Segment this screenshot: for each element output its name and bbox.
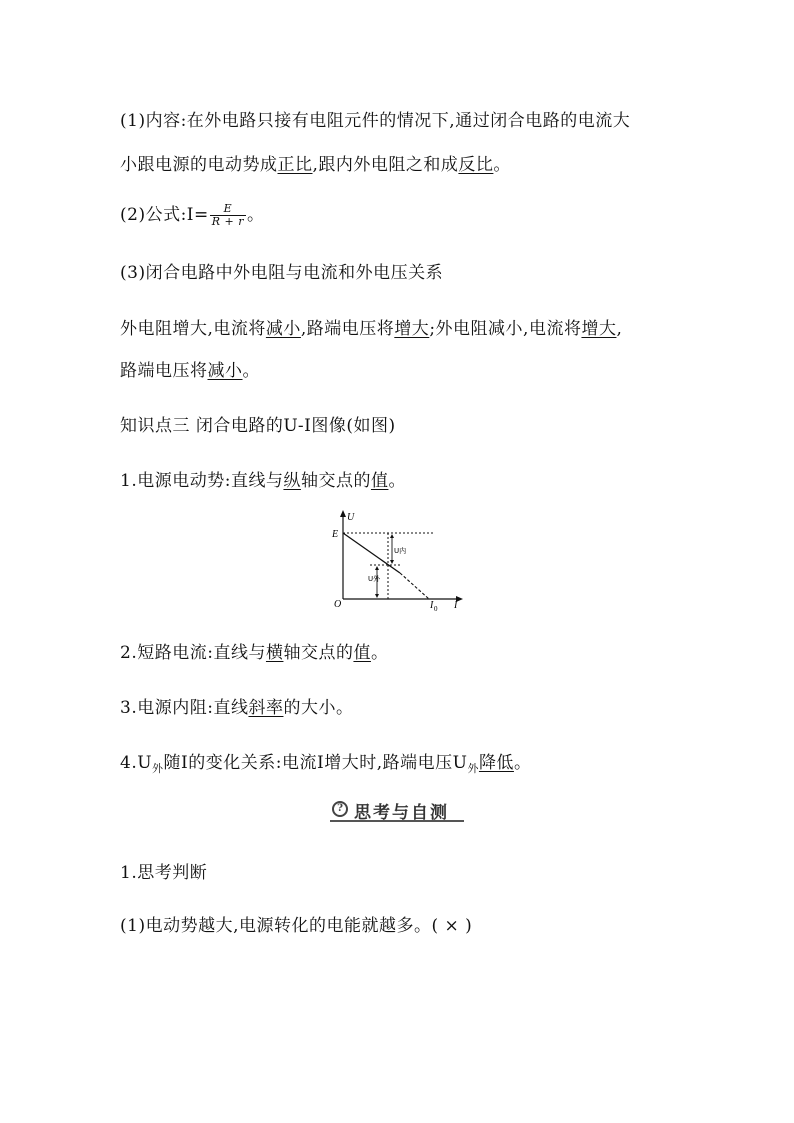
section-heading: 知识点三 闭合电路的U-I图像(如图) — [120, 416, 396, 436]
subscript: 外 — [152, 762, 164, 775]
u-in-arrow-down-icon — [390, 560, 394, 564]
para-formula — [120, 200, 265, 228]
text: 3.电源内阻:直线 — [120, 698, 249, 718]
label-u-out: U外 — [368, 575, 381, 583]
text: 4.U — [120, 753, 153, 773]
label-i0-sub: 0 — [434, 605, 438, 613]
answer-blank: 纵 — [283, 471, 301, 491]
question-icon: ? — [332, 801, 348, 817]
para-content-2 — [120, 150, 511, 175]
text: 。 — [242, 361, 260, 381]
answer-blank: 降低 — [478, 753, 514, 773]
fraction — [210, 203, 246, 228]
answer-blank: 值 — [370, 471, 389, 491]
para-u-out-relation — [120, 748, 531, 776]
u-i-graph — [330, 507, 470, 615]
text: , — [616, 319, 623, 339]
u-in-arrow-up-icon — [390, 534, 394, 538]
text: 。 — [513, 753, 532, 773]
think-and-test-banner — [330, 800, 464, 824]
para-emf — [120, 466, 406, 491]
text: 。 — [370, 643, 389, 663]
text: ,路端电压将 — [300, 319, 395, 339]
answer-blank: 斜率 — [248, 698, 284, 718]
text: 外电阻增大,电流将 — [120, 319, 266, 339]
label-i: I — [454, 600, 458, 611]
label-i0: I — [430, 600, 434, 611]
text: 的大小。 — [283, 698, 354, 718]
u-i-line-dashed — [400, 573, 429, 599]
para-content-1 — [120, 106, 630, 131]
answer-blank: 反比 — [458, 155, 494, 175]
answer-blank: 减小 — [207, 361, 243, 381]
formula-prefix: (2)公式:I= — [120, 205, 209, 225]
banner-label: 思考与自测 — [354, 803, 449, 823]
answer-blank: 增大 — [581, 319, 617, 339]
answer-blank: 值 — [353, 643, 371, 663]
text: 随I的变化关系:电流I增大时,路端电压U — [163, 753, 468, 773]
para-relation-1 — [120, 314, 622, 339]
u-i-line-solid — [343, 533, 400, 573]
para-relation-2 — [120, 356, 260, 381]
text: ,跟内外电阻之和成 — [312, 155, 459, 175]
answer-blank: 正比 — [277, 155, 313, 175]
text: 。 — [493, 155, 511, 175]
para-short-circuit — [120, 638, 388, 663]
answer-blank: 横 — [265, 643, 284, 663]
u-out-arrow-up-icon — [375, 566, 379, 570]
u-axis-arrow-icon — [340, 510, 346, 517]
label-e: E — [332, 529, 339, 540]
text: 小跟电源的电动势成 — [120, 155, 278, 175]
label-origin: O — [334, 599, 342, 610]
u-out-arrow-down-icon — [375, 594, 379, 598]
text: 1.电源电动势:直线与 — [120, 471, 284, 491]
label-u-in: U内 — [394, 547, 407, 555]
text: 2.短路电流:直线与 — [120, 643, 266, 663]
para-relation-title: (3)闭合电路中外电阻与电流和外电压关系 — [120, 263, 444, 283]
answer-blank: 减小 — [265, 319, 301, 339]
text: 路端电压将 — [120, 361, 208, 381]
text: ;外电阻减小,电流将 — [429, 319, 582, 339]
answer-blank: 增大 — [394, 319, 430, 339]
subscript: 外 — [467, 762, 479, 775]
fraction-denominator: R + r — [211, 215, 245, 228]
text: 。 — [247, 205, 265, 225]
para-judgement-item-1: (1)电动势越大,电源转化的电能就越多。( × ) — [120, 916, 473, 936]
text: 。 — [388, 471, 406, 491]
label-u: U — [347, 512, 355, 523]
text: (1)内容:在外电路只接有电阻元件的情况下,通过闭合电路的电流大 — [120, 111, 631, 131]
text: 轴交点的 — [283, 643, 354, 663]
fraction-numerator: E — [210, 203, 246, 216]
para-judgement-title: 1.思考判断 — [120, 863, 208, 883]
text: 轴交点的 — [300, 471, 371, 491]
para-internal-resistance — [120, 693, 353, 718]
